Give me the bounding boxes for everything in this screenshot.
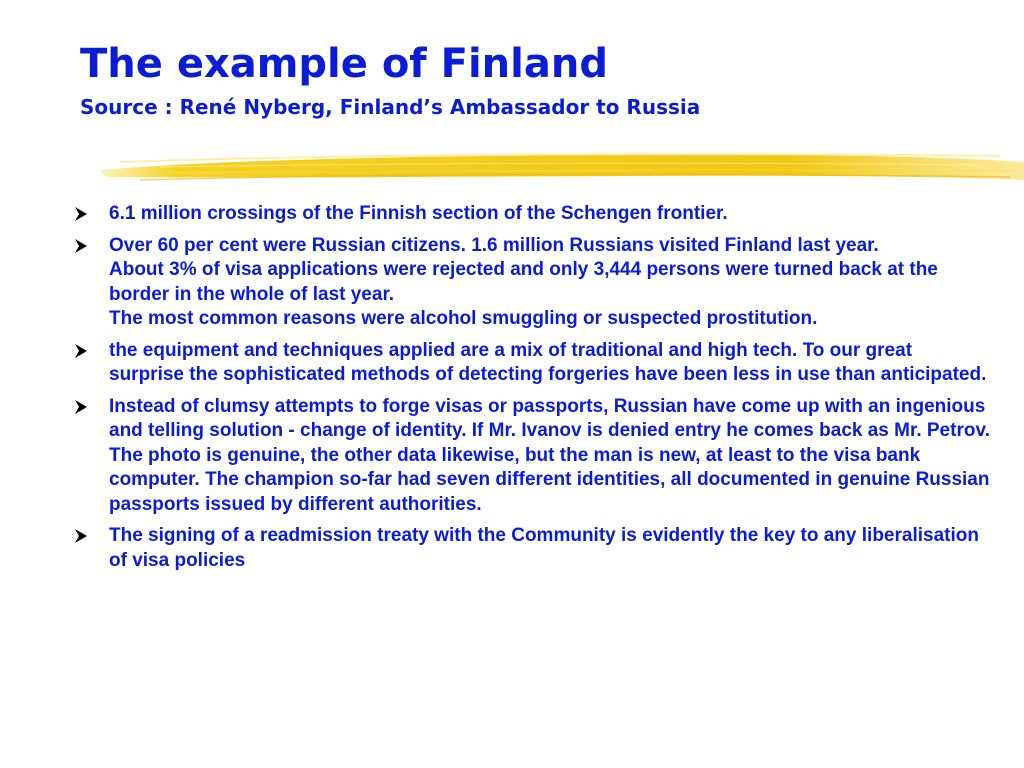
bullet-text: the equipment and techniques applied are a mix of traditional and high tech. To our great surprise the sophisticated methods of detecting forgeries have been less in use than anticipated. — [109, 339, 987, 385]
bullet-text: The signing of a readmission treaty with the Community is evidently the key to any liberalisation of visa policies — [109, 525, 979, 571]
bullet-text: About 3% of visa applications were rejected and only 3,444 persons were turned back at the border in the whole of last year. — [109, 259, 938, 305]
arrowhead-bullet-icon — [73, 399, 89, 415]
bullet-text: Over 60 per cent were Russian citizens. 1.6 million Russians visited Finland last year. — [109, 234, 879, 256]
bullet-item — [70, 339, 990, 388]
arrowhead-bullet-icon — [73, 238, 89, 254]
slide-subtitle: Source : René Nyberg, Finland’s Ambassador to Russia — [80, 95, 701, 119]
bullet-list — [70, 202, 990, 580]
bullet-text: The most common reasons were alcohol smuggling or suspected prostitution. — [109, 308, 818, 329]
bullet-text: Instead of clumsy attempts to forge visas or passports, Russian have come up with an ingenious and telling solution - change of identity. If Mr. Ivanov is denied entry he comes back as Mr. Petrov. The photo is genuine, the other data likewise, but the man is new, at least to the visa bank computer. The champion so-far had seven different identities, all documented in genuine Russian passports issued by different authorities. — [109, 395, 990, 515]
highlighter-stroke-decoration — [100, 146, 1024, 188]
bullet-item — [70, 202, 990, 227]
arrowhead-bullet-icon — [73, 528, 89, 544]
bullet-text: 6.1 million crossings of the Finnish section of the Schengen frontier. — [109, 203, 728, 224]
arrowhead-bullet-icon — [73, 343, 89, 359]
arrowhead-bullet-icon — [73, 206, 89, 222]
bullet-item — [70, 395, 990, 518]
bullet-item — [70, 524, 990, 573]
bullet-item — [70, 234, 990, 332]
slide-title: The example of Finland — [80, 41, 608, 87]
